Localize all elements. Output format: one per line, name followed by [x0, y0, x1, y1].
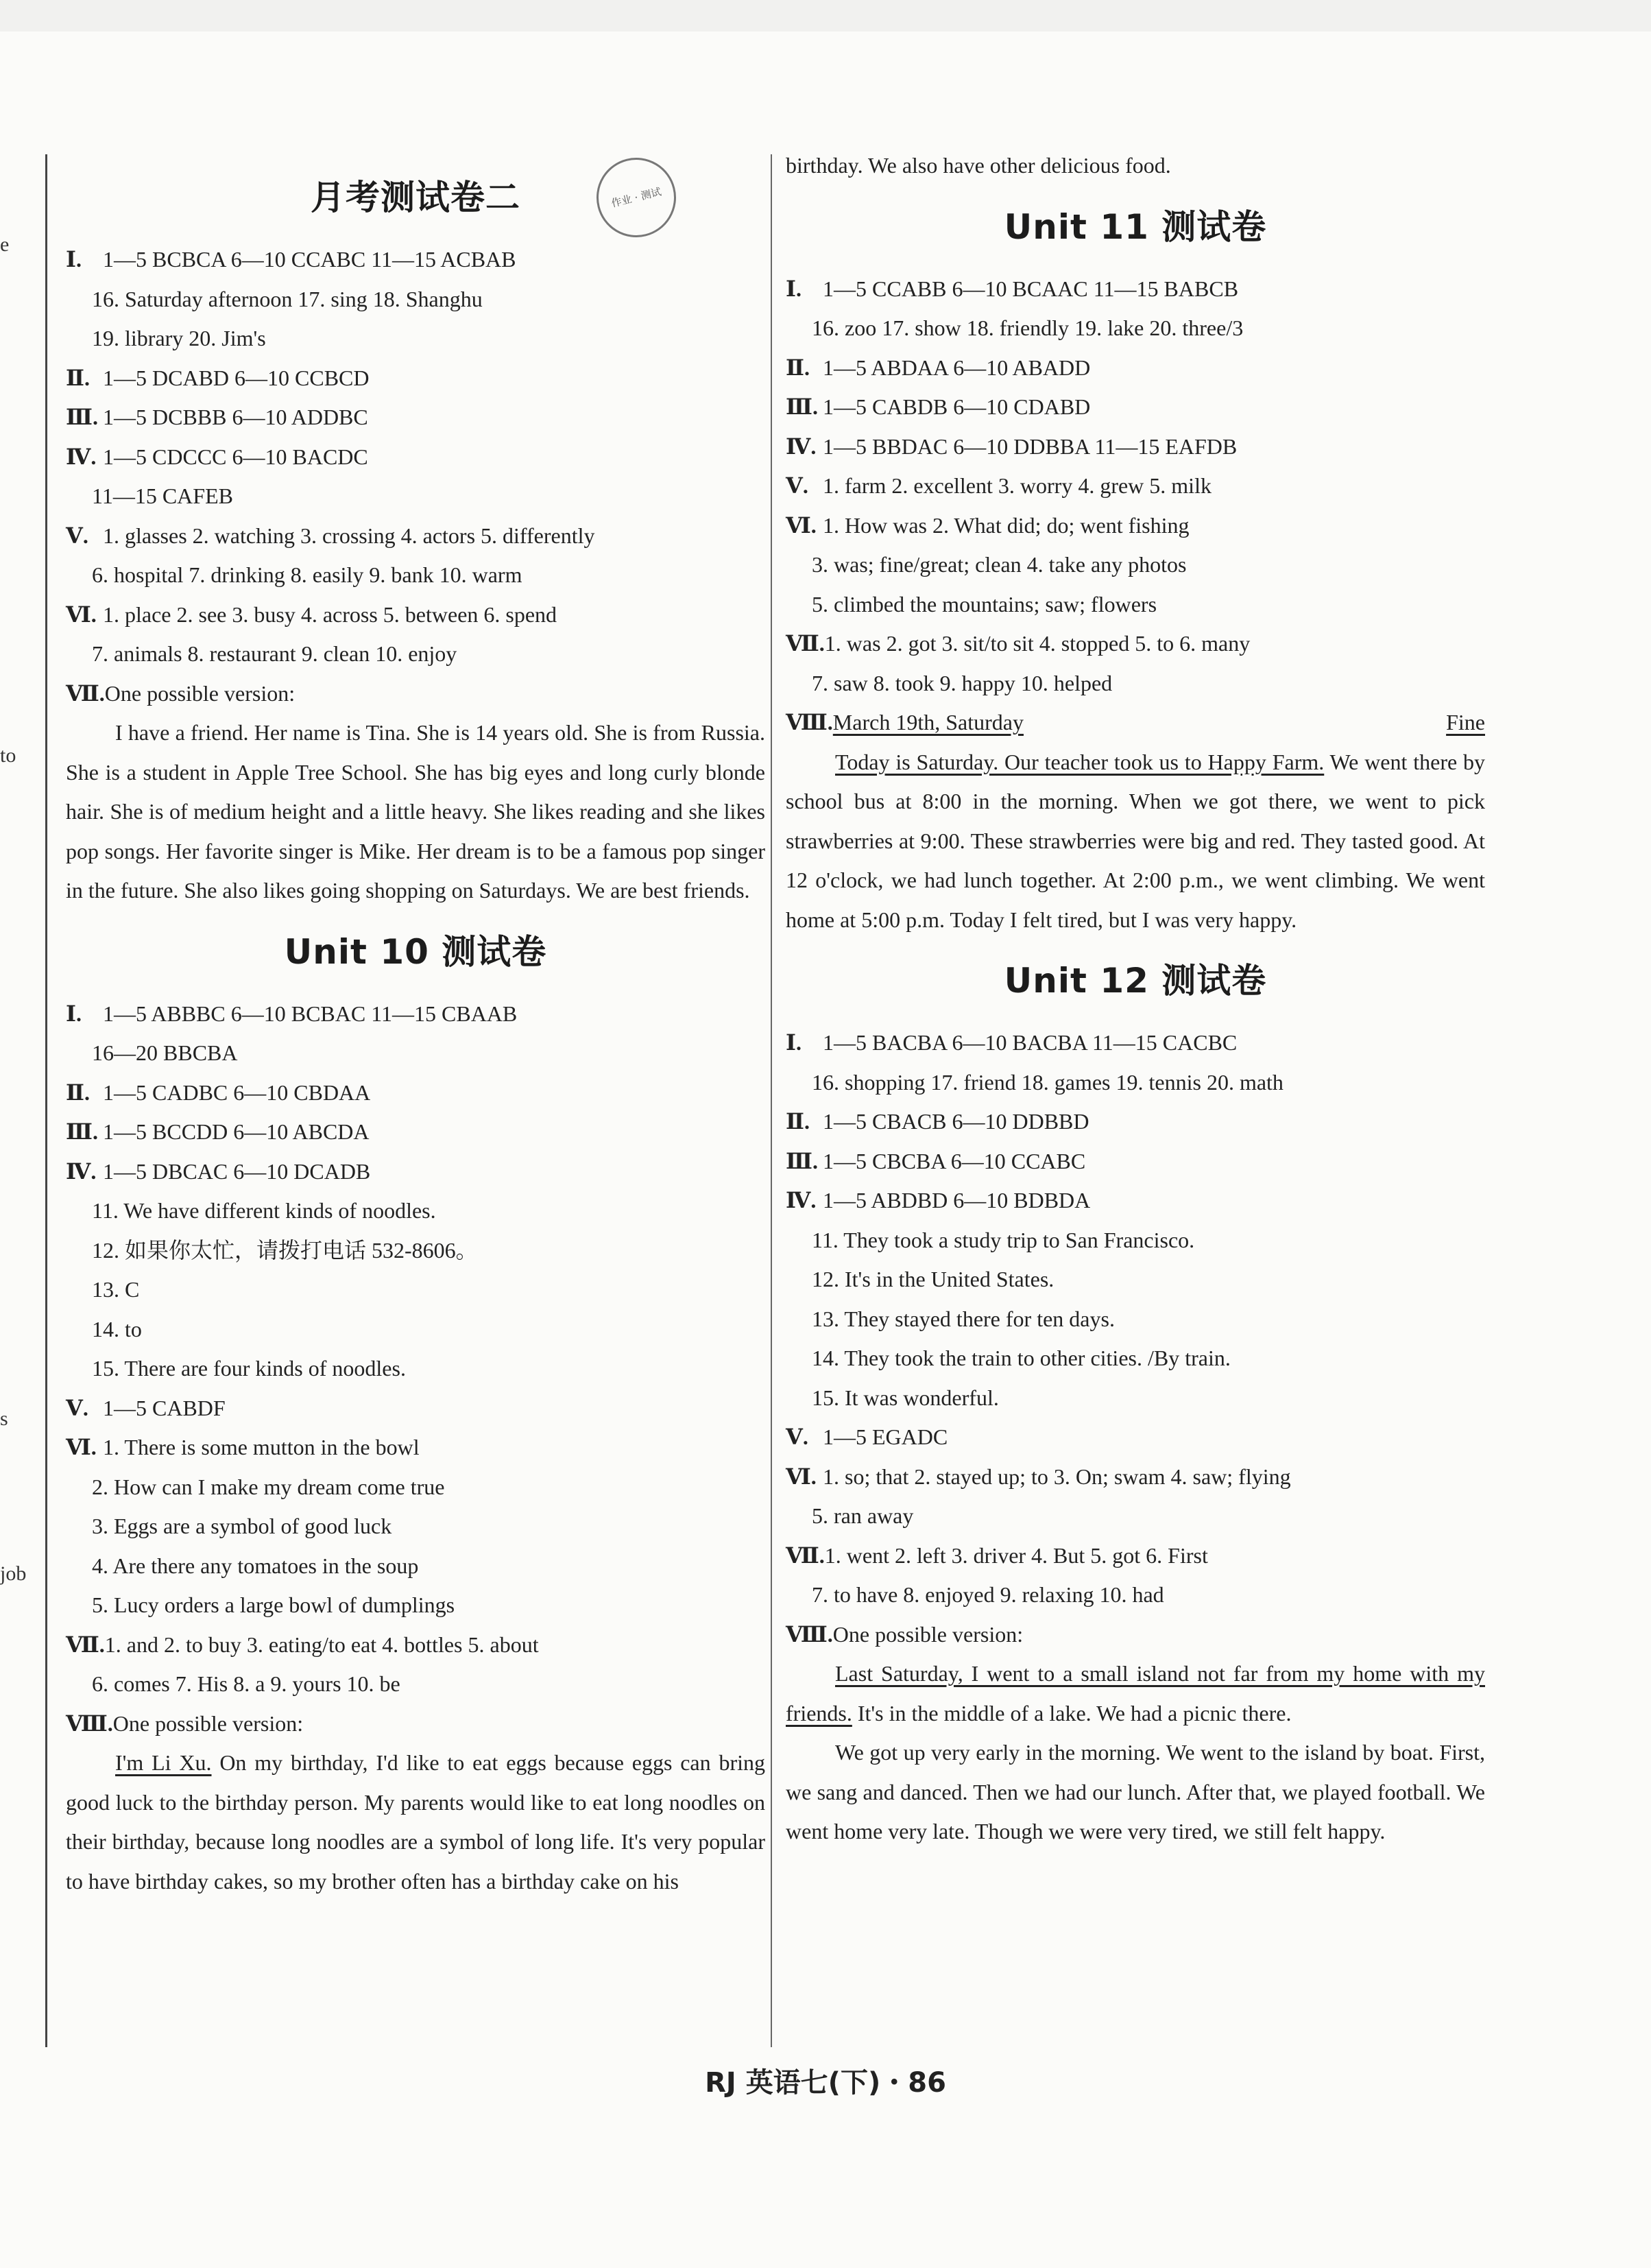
answer-text: 16. shopping 17. friend 18. games 19. tennis 20. math [812, 1069, 1284, 1095]
answer-line [786, 1378, 1485, 1418]
answer-text: 11. We have different kinds of noodles. [92, 1198, 436, 1223]
answer-text: 1—5 ABDAA 6—10 ABADD [823, 355, 1091, 380]
section-title: Unit 12 测试卷 [1004, 961, 1267, 1001]
answer-line [66, 674, 765, 714]
edge-fragment: job [0, 1562, 27, 1585]
answer-line [786, 585, 1485, 625]
roman-numeral: Ⅵ. [66, 1435, 97, 1459]
answer-line [66, 1112, 765, 1152]
answer-text: 16. Saturday afternoon 17. sing 18. Shanghu [92, 286, 483, 311]
answer-line [66, 994, 765, 1034]
answer-text: 1. There is some mutton in the bowl [103, 1435, 420, 1459]
answer-text: 1—5 CADBC 6—10 CBDAA [103, 1079, 371, 1105]
answer-line [66, 556, 765, 595]
answer-text: 1—5 CBCBA 6—10 CCABC [823, 1148, 1086, 1173]
answer-line [66, 477, 765, 516]
diary-date: March 19th, Saturday [832, 710, 1024, 735]
answer-list [786, 1023, 1485, 1654]
section-title: Unit 11 测试卷 [1004, 206, 1267, 247]
answer-text: 5. climbed the mountains; saw; flowers [812, 591, 1157, 617]
answer-line [786, 1181, 1485, 1221]
roman-numeral: Ⅴ. [66, 1395, 88, 1420]
answer-text: 14. to [92, 1316, 142, 1341]
essay-underlined: I'm Li Xu. [115, 1750, 212, 1775]
essay-continuation: birthday. We also have other delicious food. [786, 153, 1171, 178]
model-essay [786, 743, 1485, 940]
answer-text: 1. farm 2. excellent 3. worry 4. grew 5. milk [823, 473, 1212, 498]
answer-line [786, 545, 1485, 585]
column-divider [771, 154, 772, 2047]
answer-line [786, 1102, 1485, 1142]
roman-numeral: Ⅶ. [786, 631, 825, 656]
answer-text: 12. 如果你太忙，请拨打电话 532-8606。 [92, 1237, 478, 1263]
diary-header [786, 703, 1485, 743]
answer-line [66, 634, 765, 674]
essay-underlined: Last Saturday, I went to a small island not far from my home with my friends. [786, 1661, 1485, 1726]
answer-text: 1—5 CBACB 6—10 DDBBD [823, 1109, 1089, 1134]
answer-text: 1—5 CABDB 6—10 CDABD [823, 394, 1091, 419]
answer-line [786, 309, 1485, 348]
roman-numeral: Ⅶ. [786, 1542, 825, 1568]
answer-text: 3. Eggs are a symbol of good luck [92, 1514, 392, 1538]
roman-numeral: Ⅷ. [786, 710, 833, 735]
answer-line [786, 466, 1485, 506]
answer-text: 12. It's in the United States. [812, 1267, 1055, 1291]
answer-line [786, 624, 1485, 664]
roman-numeral: Ⅱ. [66, 365, 90, 390]
answer-line [66, 1191, 765, 1231]
answer-text: 19. library 20. Jim's [92, 326, 266, 350]
roman-numeral: Ⅰ. [786, 1030, 802, 1055]
answer-text: 13. C [92, 1277, 140, 1302]
answer-list [786, 270, 1485, 704]
answer-text: 15. It was wonderful. [812, 1385, 999, 1410]
answer-text: 6. comes 7. His 8. a 9. yours 10. be [92, 1671, 400, 1696]
answer-text: 2. How can I make my dream come true [92, 1474, 445, 1499]
answer-line [786, 1615, 1485, 1655]
essay-underlined: Today is Saturday. Our teacher took us to Happy Farm. [835, 749, 1325, 774]
answer-line [786, 1496, 1485, 1536]
roman-numeral: Ⅳ. [66, 444, 97, 469]
model-essay: I have a friend. Her name is Tina. She is 14 years old. She is from Russia. She is a student in Apple Tree School. She has big eyes and long curly blonde hair. She is of medium height and a little heavy. She likes reading and she likes pop songs. Her favorite singer is Mike. Her dream is to be a famous pop singer in the future. She also likes going shopping on Saturdays. We are best friends. [66, 720, 765, 903]
roman-numeral: Ⅳ. [786, 1188, 817, 1213]
edge-fragment: s [0, 1407, 8, 1430]
answer-text: 1—5 ABDBD 6—10 BDBDA [823, 1188, 1091, 1213]
roman-numeral: Ⅷ. [66, 1710, 113, 1736]
answer-line [786, 1457, 1485, 1497]
answer-text: One possible version: [112, 1710, 304, 1736]
answer-line [786, 664, 1485, 704]
answer-line [66, 1152, 765, 1192]
answer-text: 11—15 CAFEB [92, 484, 233, 508]
answer-text: 1—5 BCBCA 6—10 CCABC 11—15 ACBAB [103, 247, 516, 272]
answer-line [786, 1575, 1485, 1615]
answer-text: 1—5 CABDF [103, 1395, 226, 1420]
answer-line [66, 516, 765, 556]
answer-text: 14. They took the train to other cities. /By train. [812, 1346, 1231, 1370]
roman-numeral: Ⅷ. [786, 1621, 833, 1647]
roman-numeral: Ⅶ. [66, 680, 105, 706]
answer-line [66, 438, 765, 477]
answer-line [786, 1221, 1485, 1261]
answer-line [66, 1664, 765, 1704]
answer-line [786, 270, 1485, 309]
section-title: Unit 10 测试卷 [284, 931, 547, 972]
edge-fragment: to [0, 744, 16, 767]
answer-text: 13. They stayed there for ten days. [812, 1306, 1115, 1331]
answer-text: 1—5 ABBBC 6—10 BCBAC 11—15 CBAAB [103, 1001, 518, 1026]
answer-text: 15. There are four kinds of noodles. [92, 1356, 406, 1381]
diary-date-line [786, 703, 1024, 743]
model-essay [66, 1743, 765, 1901]
roman-numeral: Ⅶ. [66, 1632, 105, 1657]
answer-line [66, 1231, 765, 1271]
answer-text: 3. was; fine/great; clean 4. take any photos [812, 552, 1187, 577]
answer-line [66, 319, 765, 359]
essay-text: It's in the middle of a lake. We had a picnic there. [852, 1700, 1292, 1726]
answer-text: 1. glasses 2. watching 3. crossing 4. actors 5. differently [103, 523, 595, 548]
answer-text: 1—5 BCCDD 6—10 ABCDA [103, 1119, 370, 1144]
answer-text: One possible version: [832, 1621, 1024, 1647]
roman-numeral: Ⅳ. [66, 1158, 97, 1184]
right-column [786, 146, 1485, 1852]
roman-numeral: Ⅰ. [786, 276, 802, 301]
answer-text: 11. They took a study trip to San Francisco. [812, 1227, 1195, 1252]
answer-text: 5. ran away [812, 1503, 914, 1528]
answer-line [66, 280, 765, 320]
answer-line [66, 398, 765, 438]
roman-numeral: Ⅱ. [786, 355, 810, 380]
answer-line [66, 1468, 765, 1507]
roman-numeral: Ⅰ. [66, 1001, 82, 1026]
roman-numeral: Ⅰ. [66, 247, 82, 272]
answer-line [66, 1270, 765, 1310]
section-title: 月考测试卷二 [311, 178, 520, 217]
answer-line [786, 1339, 1485, 1378]
answer-list [66, 240, 765, 713]
answer-text: 16—20 BBCBA [92, 1040, 238, 1065]
margin-rule [45, 154, 47, 2047]
answer-line [66, 1310, 765, 1350]
roman-numeral: Ⅵ. [786, 1464, 817, 1489]
answer-text: 6. hospital 7. drinking 8. easily 9. bank 10. warm [92, 562, 522, 587]
answer-text: 1—5 DBCAC 6—10 DCADB [103, 1158, 371, 1184]
answer-line [66, 1428, 765, 1468]
page-footer: RJ 英语七(下)・86 [705, 2067, 946, 2099]
answer-line [786, 1142, 1485, 1182]
answer-text: 1. so; that 2. stayed up; to 3. On; swam 4. saw; flying [823, 1464, 1291, 1489]
roman-numeral: Ⅲ. [786, 394, 818, 419]
model-essay: We got up very early in the morning. We went to the island by boat. First, we sang and danced. Then we had our lunch. After that, we played football. We went home very late. Though we were very tired, we still felt happy. [786, 1740, 1485, 1843]
answer-line [66, 359, 765, 398]
roman-numeral: Ⅴ. [786, 473, 808, 498]
answer-list [66, 994, 765, 1744]
answer-line [786, 1300, 1485, 1339]
diary-weather: Fine [1446, 710, 1485, 735]
roman-numeral: Ⅳ. [786, 433, 817, 459]
answer-line [66, 1547, 765, 1586]
roman-numeral: Ⅵ. [66, 601, 97, 627]
answer-line [786, 1023, 1485, 1063]
answer-text: 1. How was 2. What did; do; went fishing [823, 512, 1190, 538]
answer-line [66, 1073, 765, 1113]
answer-text: 7. to have 8. enjoyed 9. relaxing 10. had [812, 1582, 1164, 1607]
answer-text: 1—5 CCABB 6—10 BCAAC 11—15 BABCB [823, 276, 1239, 301]
answer-line [786, 506, 1485, 546]
answer-line [66, 1586, 765, 1625]
answer-text: 7. saw 8. took 9. happy 10. helped [812, 670, 1113, 695]
answer-line [66, 1389, 765, 1429]
essay-text: On my birthday, I'd like to eat eggs because eggs can bring good luck to the birthday person. My parents would like to eat long noodles on their birthday, because long noodles are a symbol of long life. It's very popular to have birthday cakes, so my brother often has a birthday cake on his [66, 1750, 766, 1894]
answer-text: 1. and 2. to buy 3. eating/to eat 4. bottles 5. about [104, 1632, 539, 1657]
answer-line [786, 348, 1485, 388]
answer-line [786, 1536, 1485, 1576]
essay-text: We went there by school bus at 8:00 in the morning. When we got there, we went to pick strawberries at 9:00. These strawberries were big and red. They tasted good. At 12 o'clock, we had lunch together. At 2:00 p.m., we went climbing. We went home at 5:00 p.m. Today I felt tired, but I was very happy. [786, 749, 1486, 932]
answer-text: 4. Are there any tomatoes in the soup [92, 1553, 419, 1578]
left-column [66, 165, 765, 1901]
answer-text: 1—5 CDCCC 6—10 BACDC [103, 444, 368, 469]
answer-text: 1. went 2. left 3. driver 4. But 5. got 6. First [824, 1542, 1208, 1568]
answer-text: 7. animals 8. restaurant 9. clean 10. enjoy [92, 641, 457, 666]
answer-line [66, 1034, 765, 1073]
edge-fragment: e [0, 233, 10, 256]
roman-numeral: Ⅲ. [786, 1148, 818, 1173]
roman-numeral: Ⅵ. [786, 512, 817, 538]
roman-numeral: Ⅴ. [786, 1424, 808, 1449]
answer-text: 1—5 BBDAC 6—10 DDBBA 11—15 EAFDB [823, 433, 1238, 459]
answer-line [66, 1349, 765, 1389]
answer-text: 1—5 DCBBB 6—10 ADDBC [103, 405, 368, 429]
answer-line [66, 595, 765, 635]
answer-text: One possible version: [104, 680, 296, 706]
answer-line [66, 1625, 765, 1665]
roman-numeral: Ⅲ. [66, 1119, 98, 1144]
answer-line [786, 1063, 1485, 1103]
roman-numeral: Ⅱ. [66, 1079, 90, 1105]
answer-line [786, 1418, 1485, 1457]
answer-line [786, 427, 1485, 467]
answer-line [66, 240, 765, 280]
answer-line [66, 1507, 765, 1547]
answer-text: 1—5 BACBA 6—10 BACBA 11—15 CACBC [823, 1030, 1238, 1055]
answer-text: 5. Lucy orders a large bowl of dumplings [92, 1592, 455, 1617]
answer-text: 1. was 2. got 3. sit/to sit 4. stopped 5. to 6. many [824, 631, 1251, 656]
scan-top-edge [0, 0, 1651, 32]
answer-text: 16. zoo 17. show 18. friendly 19. lake 20. three/3 [812, 315, 1244, 340]
answer-text: 1—5 EGADC [823, 1424, 948, 1449]
roman-numeral: Ⅱ. [786, 1109, 810, 1134]
homework-stamp: 作业 · 测试 [588, 150, 685, 246]
answer-text: 1. place 2. see 3. busy 4. across 5. between 6. spend [103, 601, 557, 627]
answer-line [66, 1704, 765, 1744]
roman-numeral: Ⅴ. [66, 523, 88, 548]
roman-numeral: Ⅲ. [66, 405, 98, 429]
model-essay [786, 1654, 1485, 1733]
answer-line [786, 387, 1485, 427]
answer-line [786, 1260, 1485, 1300]
answer-text: 1—5 DCABD 6—10 CCBCD [103, 365, 370, 390]
